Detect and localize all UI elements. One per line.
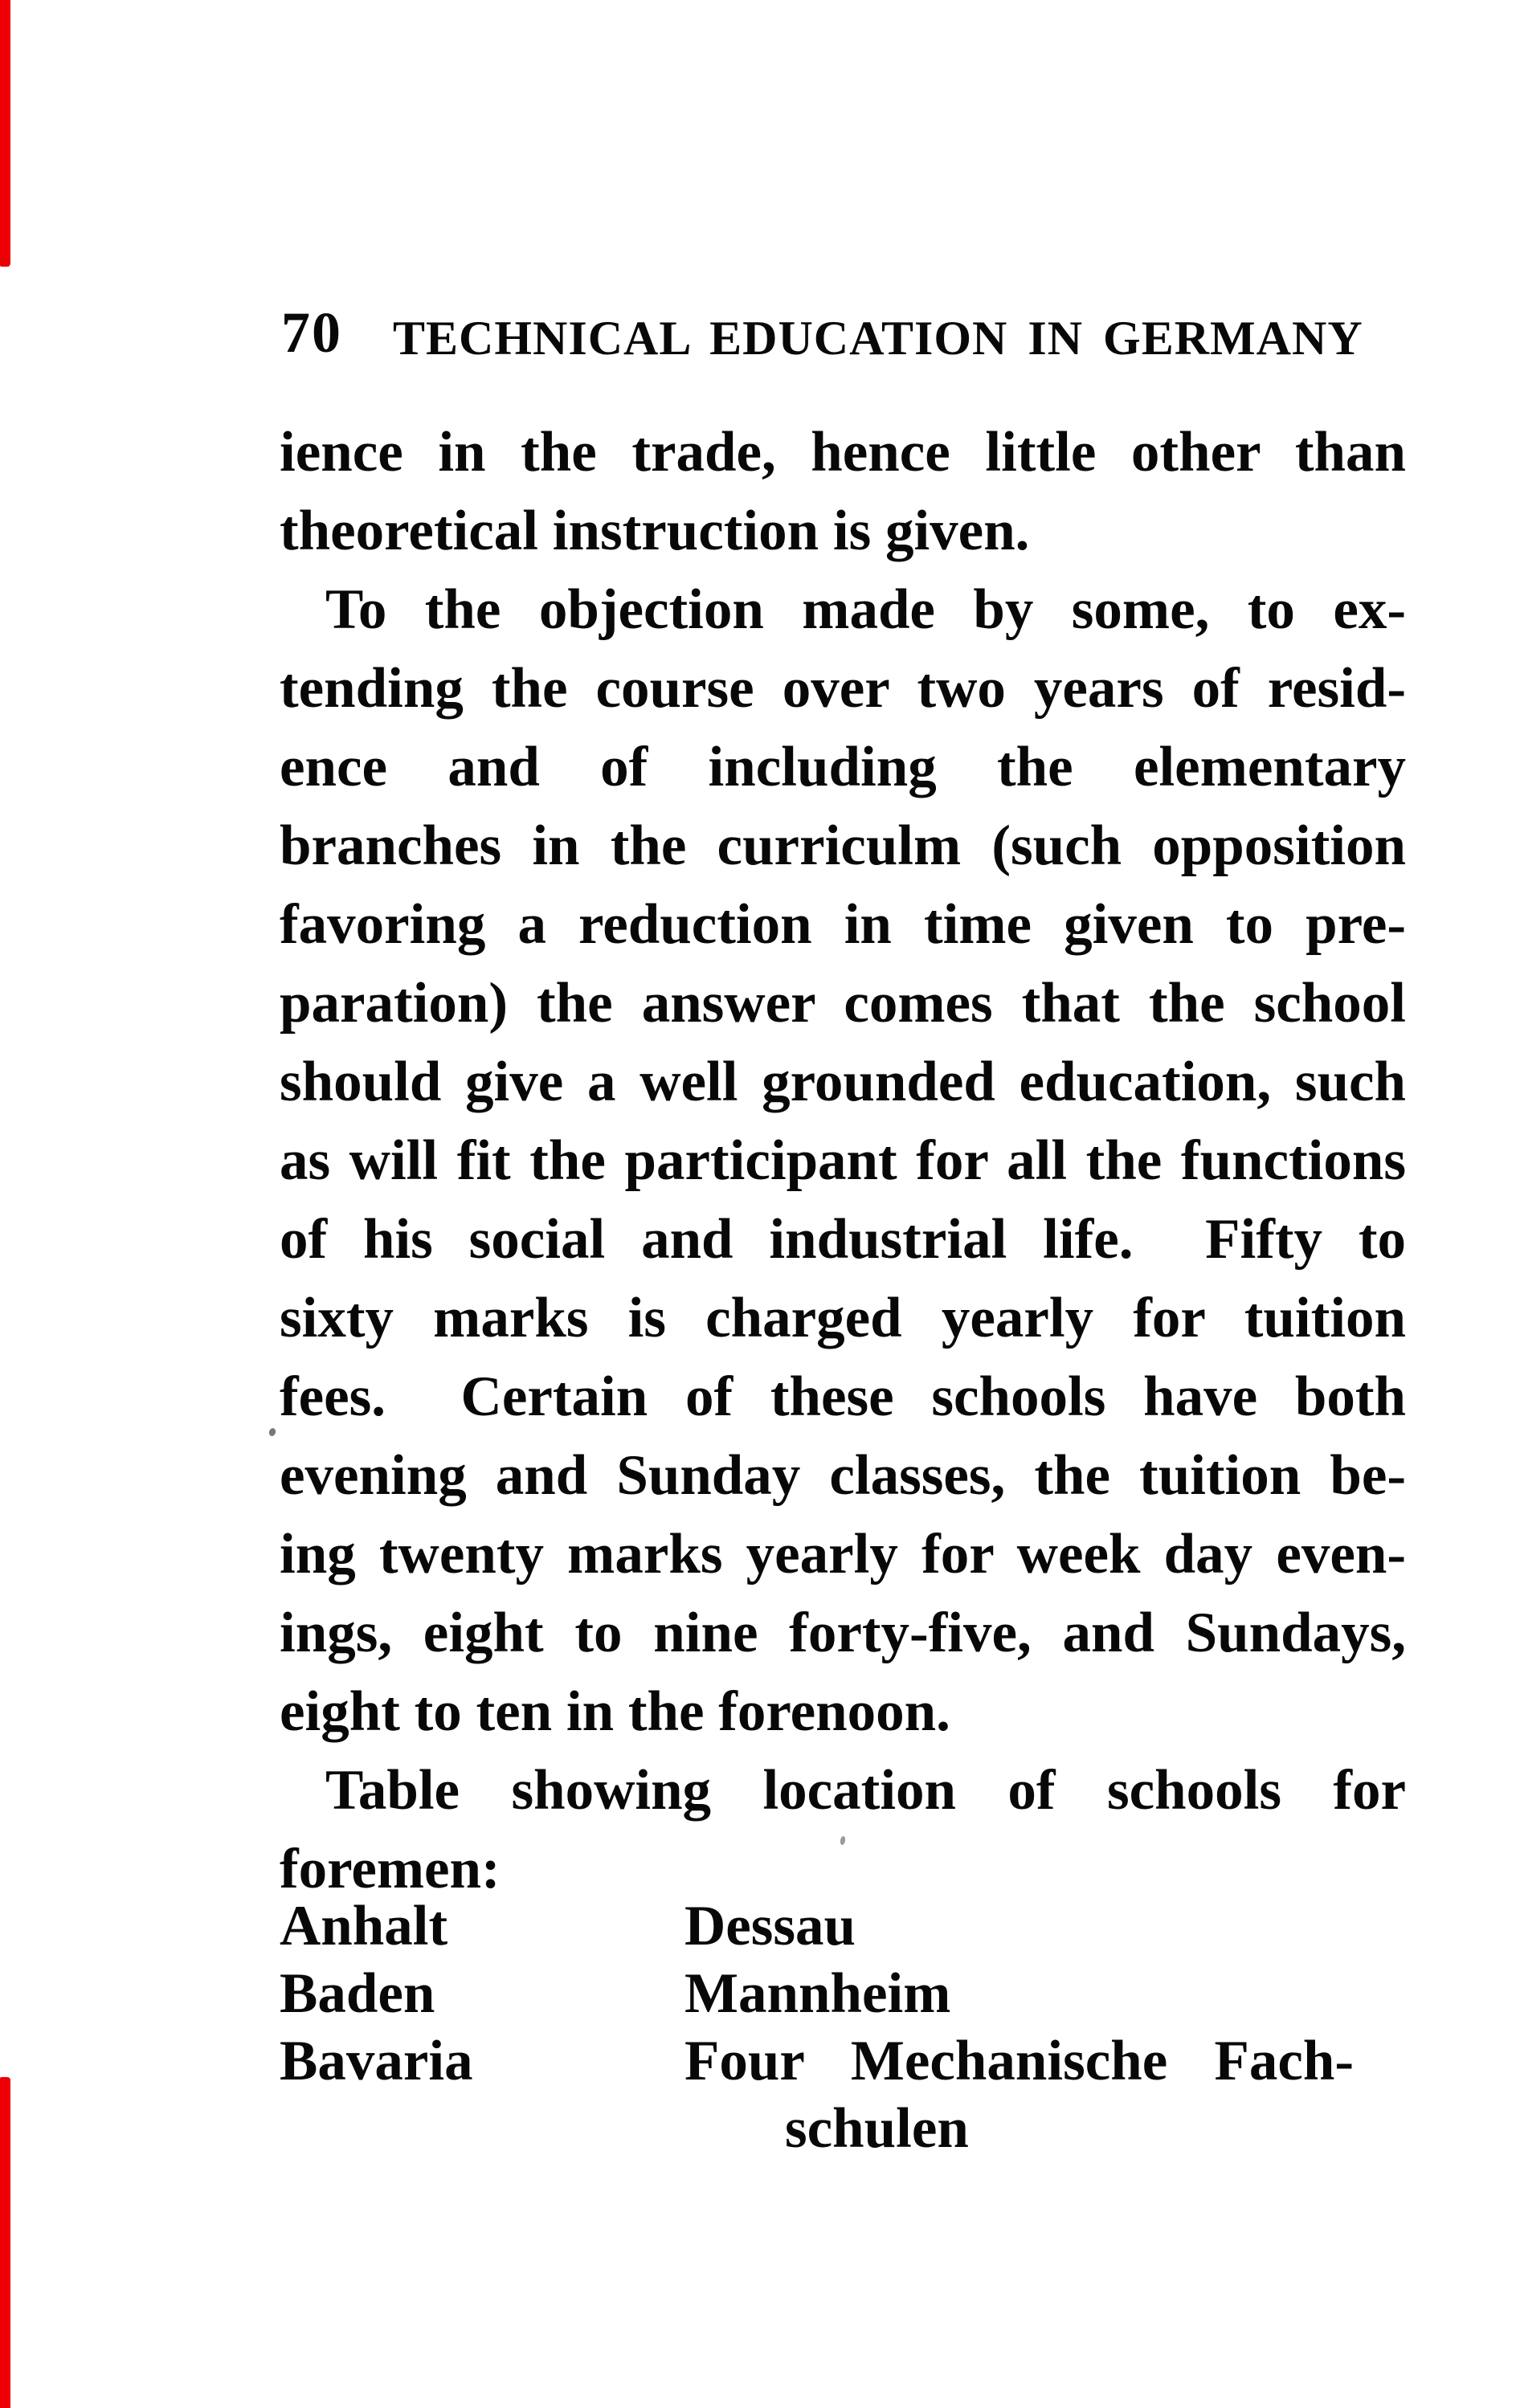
body-line: tending the course over two years of resid- xyxy=(280,657,1406,720)
body-line: branches in the curriculm (such opposition xyxy=(280,814,1406,877)
body-line: paration) the answer comes that the school xyxy=(280,972,1406,1035)
body-line: sixty marks is charged yearly for tuition xyxy=(280,1287,1406,1349)
running-header-title: TECHNICAL EDUCATION IN GERMANY xyxy=(393,312,1363,365)
table-cell-location: Mannheim xyxy=(684,1962,951,2025)
body-line: should give a well grounded education, such xyxy=(280,1051,1406,1113)
table-cell-location: Dessau xyxy=(684,1895,856,1957)
table-cell-state: Bavaria xyxy=(280,2030,473,2092)
body-line: favoring a reduction in time given to pre- xyxy=(280,893,1406,956)
body-line: of his social and industrial life. Fifty to xyxy=(280,1208,1406,1271)
table-row xyxy=(280,1892,1406,1960)
table-continuation-line: schulen xyxy=(785,2097,969,2160)
body-line: theoretical instruction is given. xyxy=(280,500,1030,562)
body-line: as will fit the participant for all the functions xyxy=(280,1129,1406,1192)
table-cell-location: Four Mechanische Fach- xyxy=(684,2030,1354,2092)
table-row xyxy=(280,2027,1406,2095)
schools-table xyxy=(280,1892,1406,2162)
body-line: ience in the trade, hence little other than xyxy=(280,421,1406,484)
page-number: 70 xyxy=(281,300,342,365)
body-line: ing twenty marks yearly for week day even- xyxy=(280,1523,1406,1586)
body-line: evening and Sunday classes, the tuition be- xyxy=(280,1444,1406,1507)
table-row xyxy=(280,1960,1406,2027)
body-line: To the objection made by some, to ex- xyxy=(325,578,1406,641)
body-line: Table showing location of schools for xyxy=(325,1759,1406,1822)
body-text xyxy=(280,413,1406,1908)
body-line: fees. Certain of these schools have both xyxy=(280,1365,1406,1428)
body-line: ings, eight to nine forty-five, and Sundays, xyxy=(280,1602,1406,1664)
body-line: eight to ten in the forenoon. xyxy=(280,1680,950,1743)
print-speck xyxy=(268,1427,277,1437)
scan-edge-artifact-top xyxy=(0,0,10,267)
scan-edge-artifact-bottom xyxy=(0,2077,10,2408)
table-cell-state: Baden xyxy=(280,1962,435,2025)
body-line: foremen: xyxy=(280,1838,501,1900)
table-cell-state: Anhalt xyxy=(280,1895,448,1957)
body-line: ence and of including the elementary xyxy=(280,736,1406,798)
